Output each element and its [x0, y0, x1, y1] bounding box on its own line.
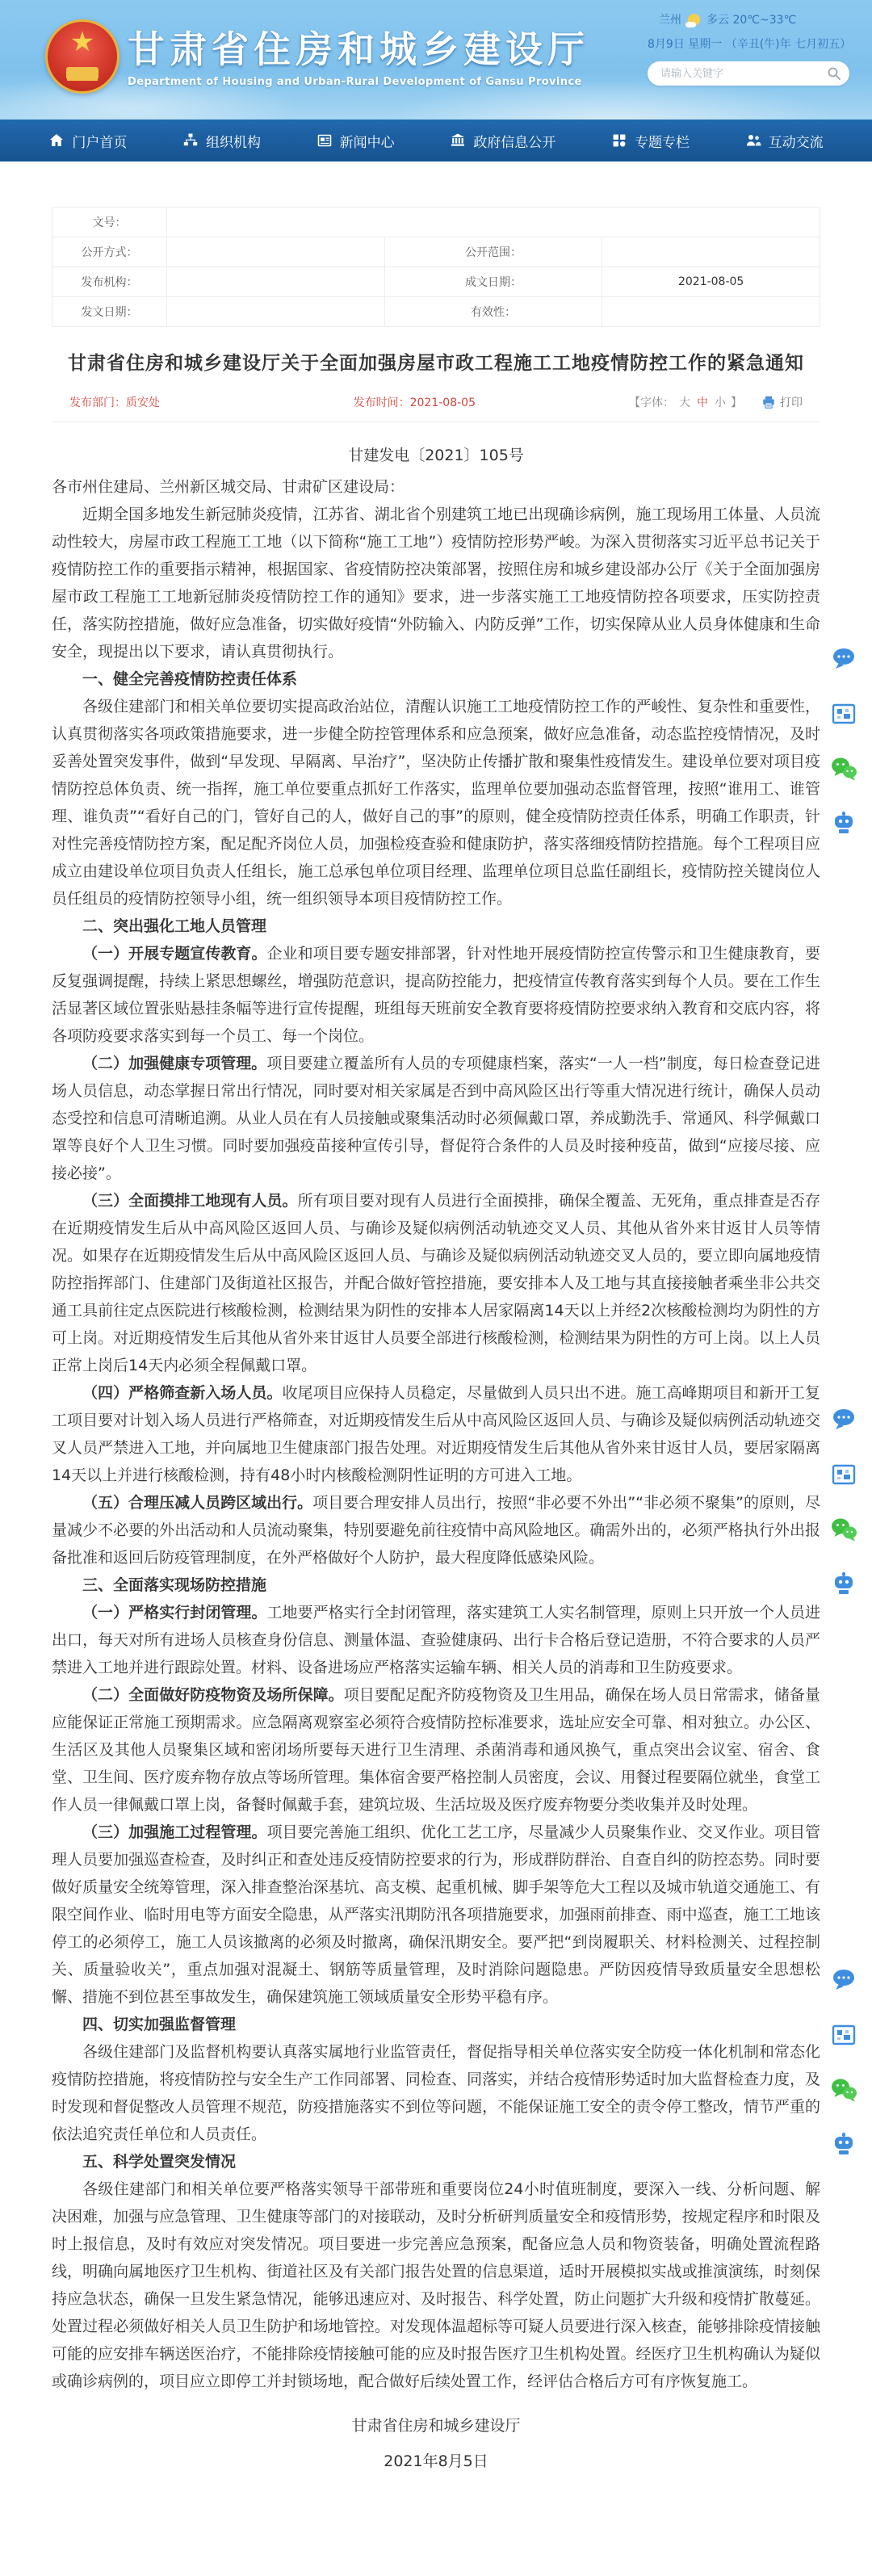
paragraph: （二）全面做好防疫物资及场所保障。项目要配足配齐防疫物资及卫生用品，确保在场人员日常需求，储备量应能保证正常施工预期需求。应急隔离观察室必须符合疫情防控标准要求，选址应安全可靠、相对独立。办公区、生活区及其他人员聚集区域和密闭场所要每天进行卫生清理、杀菌消毒和通风换气，重点突出会议室、宿舍、食堂、卫生间、医疗废弃物存放点等场所管理。集体宿舍要严格控制人员密度，会议、用餐过程要隔位就坐，食堂工作人员一律佩戴口罩上岗，备餐时佩戴手套，建筑垃圾、生活垃圾及医疗废弃物要分类收集并及时处理。 — [52, 1686, 820, 1814]
wechat-share-icon[interactable] — [830, 756, 857, 782]
emblem-gate-icon — [66, 67, 99, 78]
search-icon[interactable] — [827, 66, 841, 81]
paragraph: （一）开展专题宣传教育。企业和项目要专题安排部署，针对性地开展疫情防控宣传警示和卫生健康教育，要反复强调提醒，持续上紧思想螺丝，增强防范意识，提高防控能力，把疫情宣传教育落实到每个人员。要在工作生活显著区域位置张贴悬挂条幅等进行宣传提醒，班组每天班前安全教育要将疫情防控要求纳入教育和交底内容，将各项防疫要求落实到每一个员工、每一个岗位。 — [52, 945, 820, 1045]
main-nav — [0, 120, 872, 162]
home-icon — [48, 132, 65, 149]
comment-bubble-icon[interactable] — [830, 1407, 857, 1433]
document-info-table — [52, 207, 820, 327]
nav-label: 新闻中心 — [339, 134, 395, 151]
font-size-suffix: 】 — [731, 396, 742, 409]
org-chart-icon — [182, 132, 199, 149]
nav-item-home[interactable] — [48, 131, 127, 151]
signature-date: 2021年8月5日 — [384, 2452, 488, 2470]
qr-code-icon[interactable] — [830, 1462, 857, 1487]
article-meta-row — [69, 394, 803, 410]
open-type-value — [167, 237, 385, 267]
paragraph: （三）全面摸排工地现有人员。所有项目要对现有人员进行全面摸排，确保全覆盖、无死角，重点排查是否存在近期疫情发生后从中高风险区返回人员、与确诊及疑似病例活动轨迹交叉人员、其他从省外来甘返甘人员等情况。如果存在近期疫情发生后从中高风险区返回人员、与确诊及疑似病例活动轨迹交叉人员的，要立即向属地疫情防控指挥部门、住建部门及街道社区报告，并配合做好管控措施，要安排本人及工地与其直接接触者乘坐非公共交通工具前往定点医院进行核酸检测，检测结果为阴性的安排本人居家隔离14天以上并经2次核酸检测均为阴性的方可上岗。对近期疫情发生后其他从省外来甘返甘人员要全部进行核酸检测，检测结果为阴性的方可上岗。以上人员正常上岗后14天内必须全程佩戴口罩。 — [52, 1192, 820, 1374]
open-type-label: 公开方式： — [52, 237, 167, 267]
paragraph: 近期全国多地发生新冠肺炎疫情，江苏省、湖北省个别建筑工地已出现确诊病例，施工现场用工体量、人员流动性较大，房屋市政工程施工工地（以下简称“施工工地”）疫情防控形势严峻。为深入贯彻落实习近平总书记关于疫情防控工作的重要指示精神，根据国家、省疫情防控决策部署，按照住房和城乡建设部办公厅《关于全面加强房屋市政工程施工工地新冠肺炎疫情防控工作的通知》要求，进一步落实施工工地疫情防控各项要求，压实防控责任，落实防控措施，做好应急准备，切实做好疫情“外防输入、内防反弹”工作，切实保障从业人员身体健康和生命安全，现提出以下要求，请认真贯彻执行。 — [52, 506, 820, 661]
section-heading-5: 五、科学处置突发情况 — [82, 2153, 237, 2171]
table-row — [52, 208, 820, 237]
paragraph: （一）严格实行封闭管理。工地要严格实行全封闭管理，落实建筑工人实名制管理，原则上只开放一个人员进出口，每天对所有进场人员核查身份信息、测量体温、查验健康码、出行卡合格后登记造册，不符合要求的人员严禁进入工地并进行跟踪处置。材料、设备进场应严格落实运输车辆、相关人员的消毒和卫生防疫要求。 — [52, 1604, 820, 1676]
floating-toolbar — [830, 1967, 859, 2187]
site-subtitle-english: Department of Housing and Urban-Rural Development of Gansu Province — [128, 76, 582, 88]
floating-toolbar — [830, 646, 859, 866]
weather-city: 兰州 — [659, 14, 681, 27]
qr-code-icon[interactable] — [830, 701, 857, 727]
publish-org-label: 发布机构： — [52, 267, 167, 297]
written-date-value: 2021-08-05 — [602, 267, 820, 297]
emblem-star-icon: ★ — [69, 26, 95, 58]
nav-label: 门户首页 — [72, 134, 128, 151]
nav-label: 政府信息公开 — [473, 134, 556, 151]
paragraph: （三）加强施工过程管理。项目要完善施工组织、优化工艺工序，尽量减少人员聚集作业、交叉作业。项目管理人员要加强巡查检查，及时纠正和查处违反疫情防控要求的行为，形成群防群治、自查自纠的防控态势。同时要做好质量安全统筹管理，深入排查整治深基坑、高支模、起重机械、脚手架等危大工程以及城市轨道交通施工、有限空间作业、临时用电等方面安全隐患，从严落实汛期防汛各项措施要求，加强雨前排查、雨中巡查，施工工地该停工的必须停工，施工人员该撤离的必须及时撤离，确保汛期安全。要严把“到岗履职关、材料检测关、过程控制关、质量验收关”，重点加强对混凝土、钢筋等质量管理，及时消除问题隐患。严防因疫情导致质量安全思想松懈、措施不到位甚至事故发生，确保建筑施工领域质量安全形势平稳有序。 — [52, 1823, 820, 2006]
site-title: 甘肃省住房和城乡建设厅 — [128, 27, 589, 71]
site-header — [0, 0, 872, 120]
paragraph: （二）加强健康专项管理。项目要建立覆盖所有人员的专项健康档案，落实“一人一档”制度，每日检查登记进场人员信息，动态掌握日常出行情况，同时要对相关家属是否到中高风险区出行等重大情况进行统计，确保人员动态受控和信息可清晰追溯。从业人员在有人员接触或聚集活动时必须佩戴口罩，养成勤洗手、常通风、科学佩戴口罩等良好个人卫生习惯。同时要加强疫苗接种宣传引导，督促符合条件的人员及时接种疫苗，做到“应接尽接、应接必接”。 — [52, 1055, 820, 1182]
validity-value — [602, 297, 820, 327]
weather-line — [648, 10, 849, 29]
people-chat-icon — [745, 132, 761, 149]
grid-icon — [611, 132, 627, 149]
open-scope-value — [602, 237, 820, 267]
document-number: 甘建发电〔2021〕105号 — [348, 447, 524, 464]
section-heading-4: 四、切实加强监督管理 — [82, 2016, 237, 2033]
nav-item-interaction[interactable] — [745, 131, 824, 151]
qr-code-icon[interactable] — [830, 2022, 857, 2048]
publish-org-value — [167, 267, 385, 297]
issue-date-value — [167, 297, 385, 327]
nav-label: 组织机构 — [205, 134, 261, 151]
nav-item-special-topics[interactable] — [611, 131, 690, 151]
news-icon — [317, 132, 333, 149]
written-date-label: 成文日期： — [384, 267, 602, 297]
font-size-small-button[interactable]: 小 — [715, 396, 726, 409]
nav-label: 专题专栏 — [634, 134, 690, 151]
paragraph: （五）合理压减人员跨区域出行。项目要合理安排人员出行，按照“非必要不外出”“非必须不聚集”的原则，尽量减少不必要的外出活动和人员流动聚集，特别要避免前往疫情中高风险地区。确需外出的，必须严格执行外出报备批准和返回后防疫管理制度，在外严格做好个人防护，最大程度降低感染风险。 — [52, 1494, 820, 1567]
publish-department: 发布部门：质安处 — [69, 396, 160, 409]
doc-number-value — [167, 208, 820, 237]
signature-org: 甘肃省住房和城乡建设厅 — [351, 2417, 521, 2435]
article-title: 甘肃省住房和城乡建设厅关于全面加强房屋市政工程施工工地疫情防控工作的紧急通知 — [68, 353, 804, 374]
floating-toolbar — [830, 1407, 859, 1626]
meta-tools — [544, 394, 803, 410]
open-scope-label: 公开范围： — [384, 237, 602, 267]
wechat-share-icon[interactable] — [830, 1517, 857, 1542]
doc-number-label: 文号： — [52, 208, 167, 237]
service-robot-icon[interactable] — [830, 2132, 857, 2158]
search-box[interactable] — [648, 61, 849, 86]
national-emblem-logo — [45, 19, 119, 94]
service-robot-icon[interactable] — [830, 811, 857, 837]
validity-label: 有效性： — [384, 297, 602, 327]
page-content — [0, 162, 872, 2576]
search-input[interactable] — [659, 67, 827, 81]
paragraph: （四）严格筛查新入场人员。收尾项目应保持人员稳定，尽量做到人员只出不进。施工高峰期项目和新开工复工项目要对计划入场人员进行严格筛查，对近期疫情发生后从中高风险区返回人员、与确诊及疑似病例活动轨迹交叉人员严禁进入工地，并向属地卫生健康部门报告处理。对近期疫情发生后其他从省外来甘返甘人员，要居家隔离14天以上并进行核酸检测，持有48小时内核酸检测阴性证明的方可进入工地。 — [52, 1384, 820, 1484]
section-heading-2: 二、突出强化工地人员管理 — [82, 917, 267, 935]
issue-date-label: 发文日期： — [52, 297, 167, 327]
paragraph: 各级住建部门及监督机构要认真落实属地行业监管责任，督促指导相关单位落实安全防疫一体化机制和常态化疫情防控措施，将疫情防控与安全生产工作同部署、同检查、同落实，并结合疫情形势适时加大监督检查力度，及时发现和督促整改人员管理不规范，防疫措施落实不到位等问题，不能保证施工安全的责令停工整改，情节严重的依法追究责任单位和人员责任。 — [52, 2043, 820, 2143]
print-button[interactable] — [761, 394, 803, 410]
weather-text: 多云 20℃~33℃ — [706, 14, 797, 27]
table-row — [52, 297, 820, 327]
date-line: 8月9日 星期一 （辛丑(牛)年 七月初五） — [648, 38, 852, 51]
sun-cloud-icon — [688, 14, 700, 26]
nav-label: 互动交流 — [768, 134, 824, 151]
paragraph: 各级住建部门和相关单位要切实提高政治站位，清醒认识施工工地疫情防控工作的严峻性、复杂性和重要性，认真贯彻落实各项政策措施要求，进一步健全防控管理体系和应急预案，做好应急准备，动态监控疫情情况，及时妥善处置突发事件，做到“早发现、早隔离、早治疗”，坚决防止传播扩散和聚集性疫情发生。建设单位要对项目疫情防控总体负责、统一指挥，施工单位要重点抓好工作落实，监理单位要加强动态监督管理，按照“谁用工、谁管理、谁负责”“看好自己的门，管好自己的人，做好自己的事”的原则，健全疫情防控责任体系，明确工作职责，针对性完善疫情防控方案，配足配齐岗位人员，加强检疫查验和健康防护，落实落细疫情防控措施。每个工程项目应成立由建设单位项目负责人任组长，施工总承包单位项目经理、监理单位项目总监任副组长，疫情防控关键岗位人员任组员的疫情防控领导小组，统一组织领导本项目疫情防控工作。 — [52, 698, 820, 908]
nav-item-gov-info[interactable] — [450, 131, 555, 151]
masthead — [128, 29, 589, 88]
print-label: 打印 — [780, 396, 803, 409]
header-right-panel — [648, 10, 852, 86]
publish-time: 发布时间：2021-08-05 — [353, 396, 476, 409]
paragraph: 各级住建部门和相关单位要严格落实领导干部带班和重要岗位24小时值班制度，要深入一线、分析问题、解决困难，加强与应急管理、卫生健康等部门的对接联动，及时分析研判质量安全和疫情形势，按规定程序和时限及时上报信息，及时有效应对突发情况。项目要进一步完善应急预案，配备应急人员和物资装备，明确处置流程路线，明确向属地医疗卫生机构、街道社区及有关部门报告处置的信息渠道，适时开展模拟实战或推演演练，时刻保持应急状态，确保一旦发生紧急情况，能够迅速应对、及时报告、科学处置，防止问题扩大升级和疫情扩散蔓延。处置过程必须做好相关人员卫生防护和场地管控。对发现体温超标等可疑人员要进行深入核查，能够排除疫情接触可能的应安排车辆送医治疗，不能排除疫情接触可能的应及时报告医疗卫生机构处置。经医疗卫生机构确认为疑似或确诊病例的，项目应立即停工并封锁场地，配合做好后续处置工作，经评估合格后方可有序恢复施工。 — [52, 2180, 820, 2390]
nav-item-organization[interactable] — [182, 131, 261, 151]
table-row — [52, 237, 820, 267]
table-row — [52, 267, 820, 297]
comment-bubble-icon[interactable] — [830, 1967, 857, 1993]
gov-building-icon — [450, 132, 466, 149]
service-robot-icon[interactable] — [830, 1571, 857, 1597]
print-icon — [761, 395, 776, 409]
wechat-share-icon[interactable] — [830, 2077, 857, 2103]
article-card — [52, 207, 820, 2479]
section-heading-1: 一、健全完善疫情防控责任体系 — [82, 670, 298, 688]
article-body — [52, 473, 820, 2395]
paragraph-salutation: 各市州住建局、兰州新区城交局、甘肃矿区建设局： — [52, 478, 405, 496]
comment-bubble-icon[interactable] — [830, 646, 857, 672]
section-heading-3: 三、全面落实现场防控措施 — [82, 1576, 267, 1594]
font-size-medium-button[interactable]: 中 — [697, 396, 708, 409]
font-size-prefix: 【字体： — [629, 396, 674, 409]
font-size-large-button[interactable]: 大 — [679, 396, 690, 409]
nav-item-news[interactable] — [317, 131, 395, 151]
